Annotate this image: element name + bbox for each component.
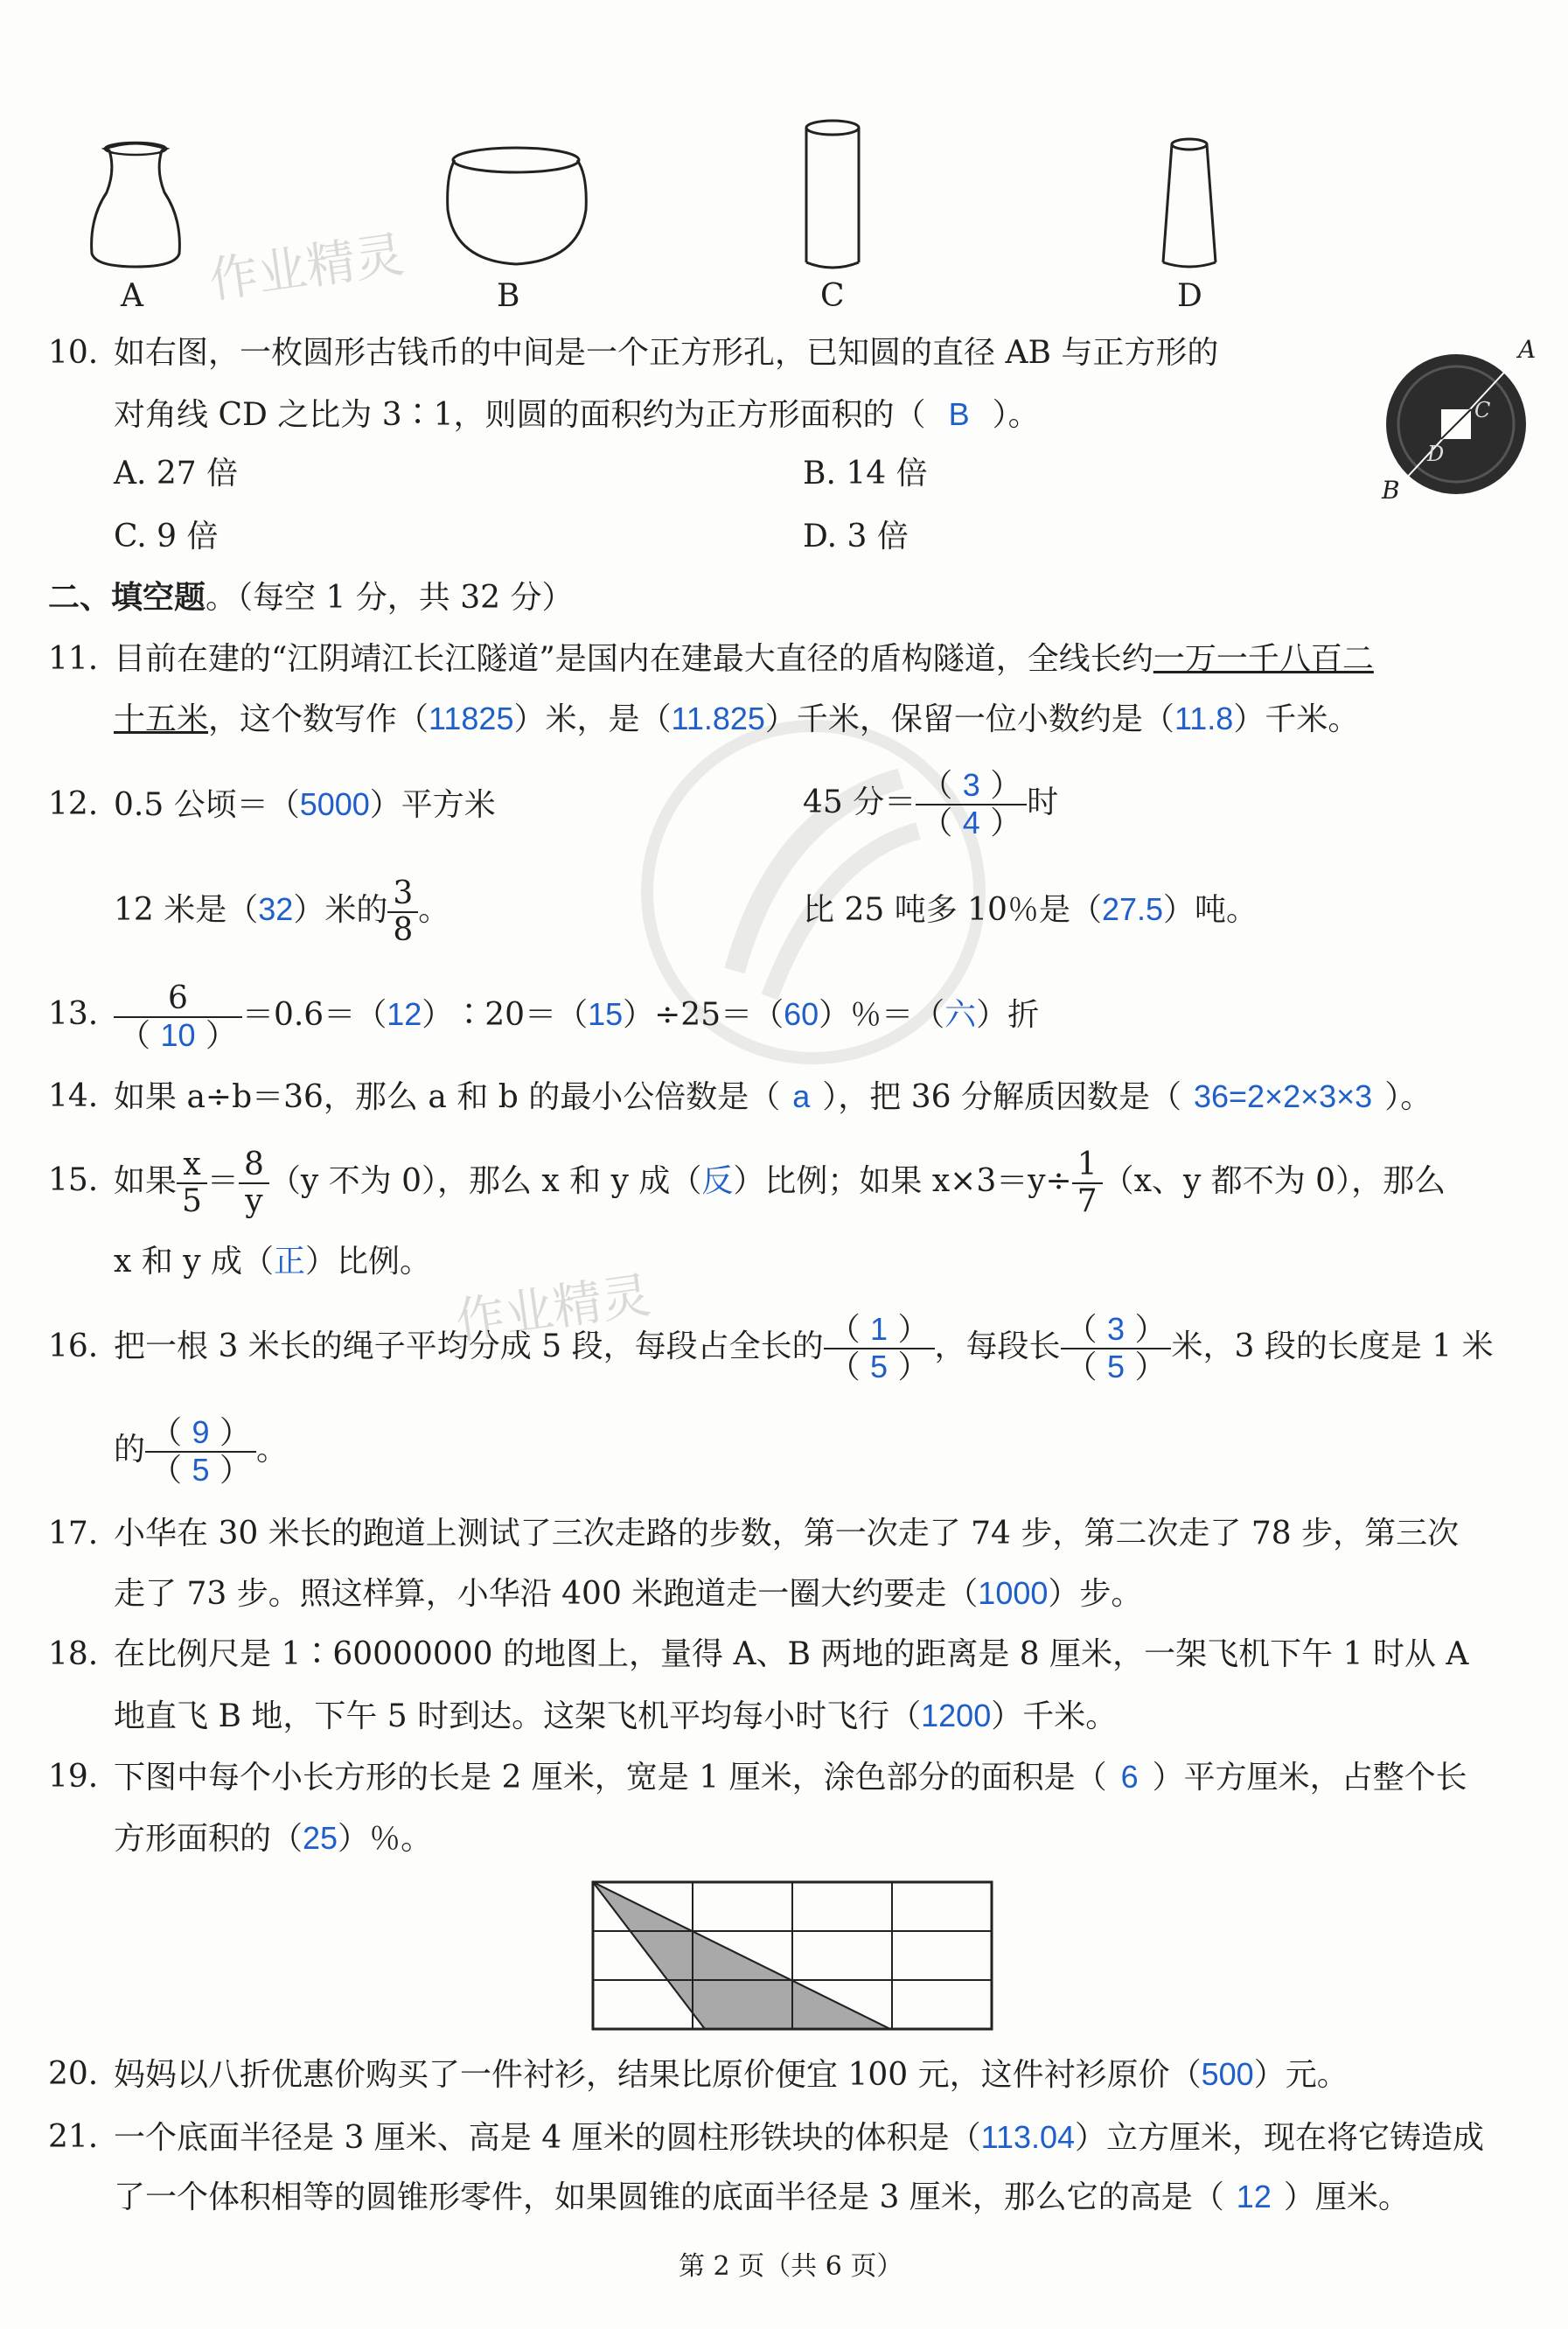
q12-part-b: 45 分＝ $\frac{( 3 )}{( 4 )}$ 时 [803,767,1059,841]
q15-line1: 如果 $\frac{x}{5}$ ＝ $\frac{8}{y}$ （y 不为 0），那么 x 和 y 成（反）比例；如果 x×3＝y÷ $\frac{1}{7}$ （x、y 都不为 0），那么 [114,1147,1446,1219]
q18-line2: 地直飞 B 地，下午 5 时到达。这架飞机平均每小时飞行（1200）千米。 [114,1698,1118,1734]
q18-number: 18. [48,1636,99,1672]
q18-line1: 在比例尺是 1∶60000000 的地图上，量得 A、B 两地的距离是 8 厘米，一架飞机下午 1 时从 A [114,1636,1469,1672]
watermark-1: 作业精灵 [206,226,408,310]
watermark-2: 作业精灵 [452,1266,655,1351]
q10-line2: 对角线 CD 之比为 3∶1，则圆的面积约为正方形面积的（ B ）。 [114,396,1040,433]
ancient-coin-figure [1373,337,1548,512]
coin-label-c: C [1474,398,1491,422]
q13-number: 13. [48,996,99,1032]
q15-line2: x 和 y 成（正）比例。 [114,1243,432,1280]
q10-option-a: A. 27 倍 [114,456,239,492]
q10-option-c: C. 9 倍 [114,519,219,554]
q16-line1: 把一根 3 米长的绳子平均分成 5 段，每段占全长的 $\frac{( 1 )}{( 5 )}$ ，每段长 $\frac{( 3 )}{( 5 )}$ 米，3 段的长度是 1 米 [114,1311,1494,1385]
q20-line: 妈妈以八折优惠价购买了一件衬衫，结果比原价便宜 100 元，这件衬衫原价（500）元。 [114,2056,1348,2093]
q12-number: 12. [48,786,99,822]
q12-answer-d: 27.5 [1101,891,1164,927]
vase-a-shape [92,143,180,267]
page-footer: 第 2 页（共 6 页） [679,2251,903,2282]
q19-number: 19. [48,1759,99,1795]
q11-answer-2: 11.825 [671,701,765,736]
q13-line: $\frac{6}{( 10 )}$ ＝0.6＝（12）∶20＝（15）÷25＝（60）％＝（六）折 [114,973,1039,1057]
q15-number: 15. [48,1162,99,1198]
figure-label-d: D [1177,278,1202,314]
q21-line1: 一个底面半径是 3 厘米、高是 4 厘米的圆柱形铁块的体积是（113.04）立方厘米，现在将它铸造成 [114,2119,1485,2156]
q12-part-c: 12 米是（32）米的 $\frac{3}{8}$ 。 [114,875,450,948]
q10-number: 10. [48,335,99,371]
figure-label-b: B [497,278,520,314]
q11-number: 11. [48,641,99,677]
bowl-b-shape [448,160,587,264]
q10-answer: B [948,396,970,432]
q16-number: 16. [48,1328,99,1364]
q20-number: 20. [48,2056,99,2092]
q11-line2: 十五米，这个数写作（11825）米，是（11.825）千米，保留一位小数约是（11.8）千米。 [114,701,1360,737]
q12-answer-c: 32 [258,891,294,927]
q11-line1: 目前在建的“江阴靖江长江隧道”是国内在建最大直径的盾构隧道，全线长约一万一千八百二 [114,641,1374,677]
q19-line1: 下图中每个小长方形的长是 2 厘米，宽是 1 厘米，涂色部分的面积是（ 6 ）平方厘米，占整个长 [114,1759,1467,1796]
q12-fraction-c: $\frac{3}{8}$ [387,876,418,948]
figure-label-a: A [121,278,143,314]
q12-answer-a: 5000 [299,786,370,822]
q12-fraction-b: $\frac{( 3 )}{( 4 )}$ [916,768,1027,841]
q13-fraction: $\frac{6}{( 10 )}$ [114,981,242,1054]
coin-label-b: B [1382,476,1400,505]
section-2-heading: 二、填空题。（每空 1 分，共 32 分） [48,580,574,616]
q16-line2: 的 $\frac{( 9 )}{( 5 )}$ 。 [114,1414,288,1489]
coin-label-d: D [1427,442,1445,466]
q14-number: 14. [48,1078,99,1114]
q11-answer-3: 11.8 [1174,701,1234,736]
q12-part-a: 0.5 公顷＝（5000）平方米 [114,786,496,823]
q17-line2: 走了 73 步。照这样算，小华沿 400 米跑道走一圈大约要走（1000）步。 [114,1575,1143,1612]
q17-line1: 小华在 30 米长的跑道上测试了三次走路的步数，第一次走了 74 步，第二次走了 78 步，第三次 [114,1516,1460,1552]
q11-answer-1: 11825 [429,701,514,736]
q21-line2: 了一个体积相等的圆锥形零件，如果圆锥的底面半径是 3 厘米，那么它的高是（ 12 ）厘米。 [114,2179,1410,2215]
figure-label-c: C [820,278,845,314]
q21-number: 21. [48,2119,99,2155]
q19-line2: 方形面积的（25）％。 [114,1820,433,1857]
q17-number: 17. [48,1516,99,1552]
coin-label-a: A [1518,337,1537,364]
q10-option-b: B. 14 倍 [803,456,928,492]
q10-option-d: D. 3 倍 [803,519,909,554]
q10-line1: 如右图，一枚圆形古钱币的中间是一个正方形孔，已知圆的直径 AB 与正方形的 [114,335,1219,371]
q14-line: 如果 a÷b＝36，那么 a 和 b 的最小公倍数是（ a ），把 36 分解质因数是（ 36=2×2×3×3 ）。 [114,1078,1432,1115]
q12-part-d: 比 25 吨多 10％是（27.5）吨。 [803,891,1258,928]
q19-grid-figure [589,1879,995,2033]
